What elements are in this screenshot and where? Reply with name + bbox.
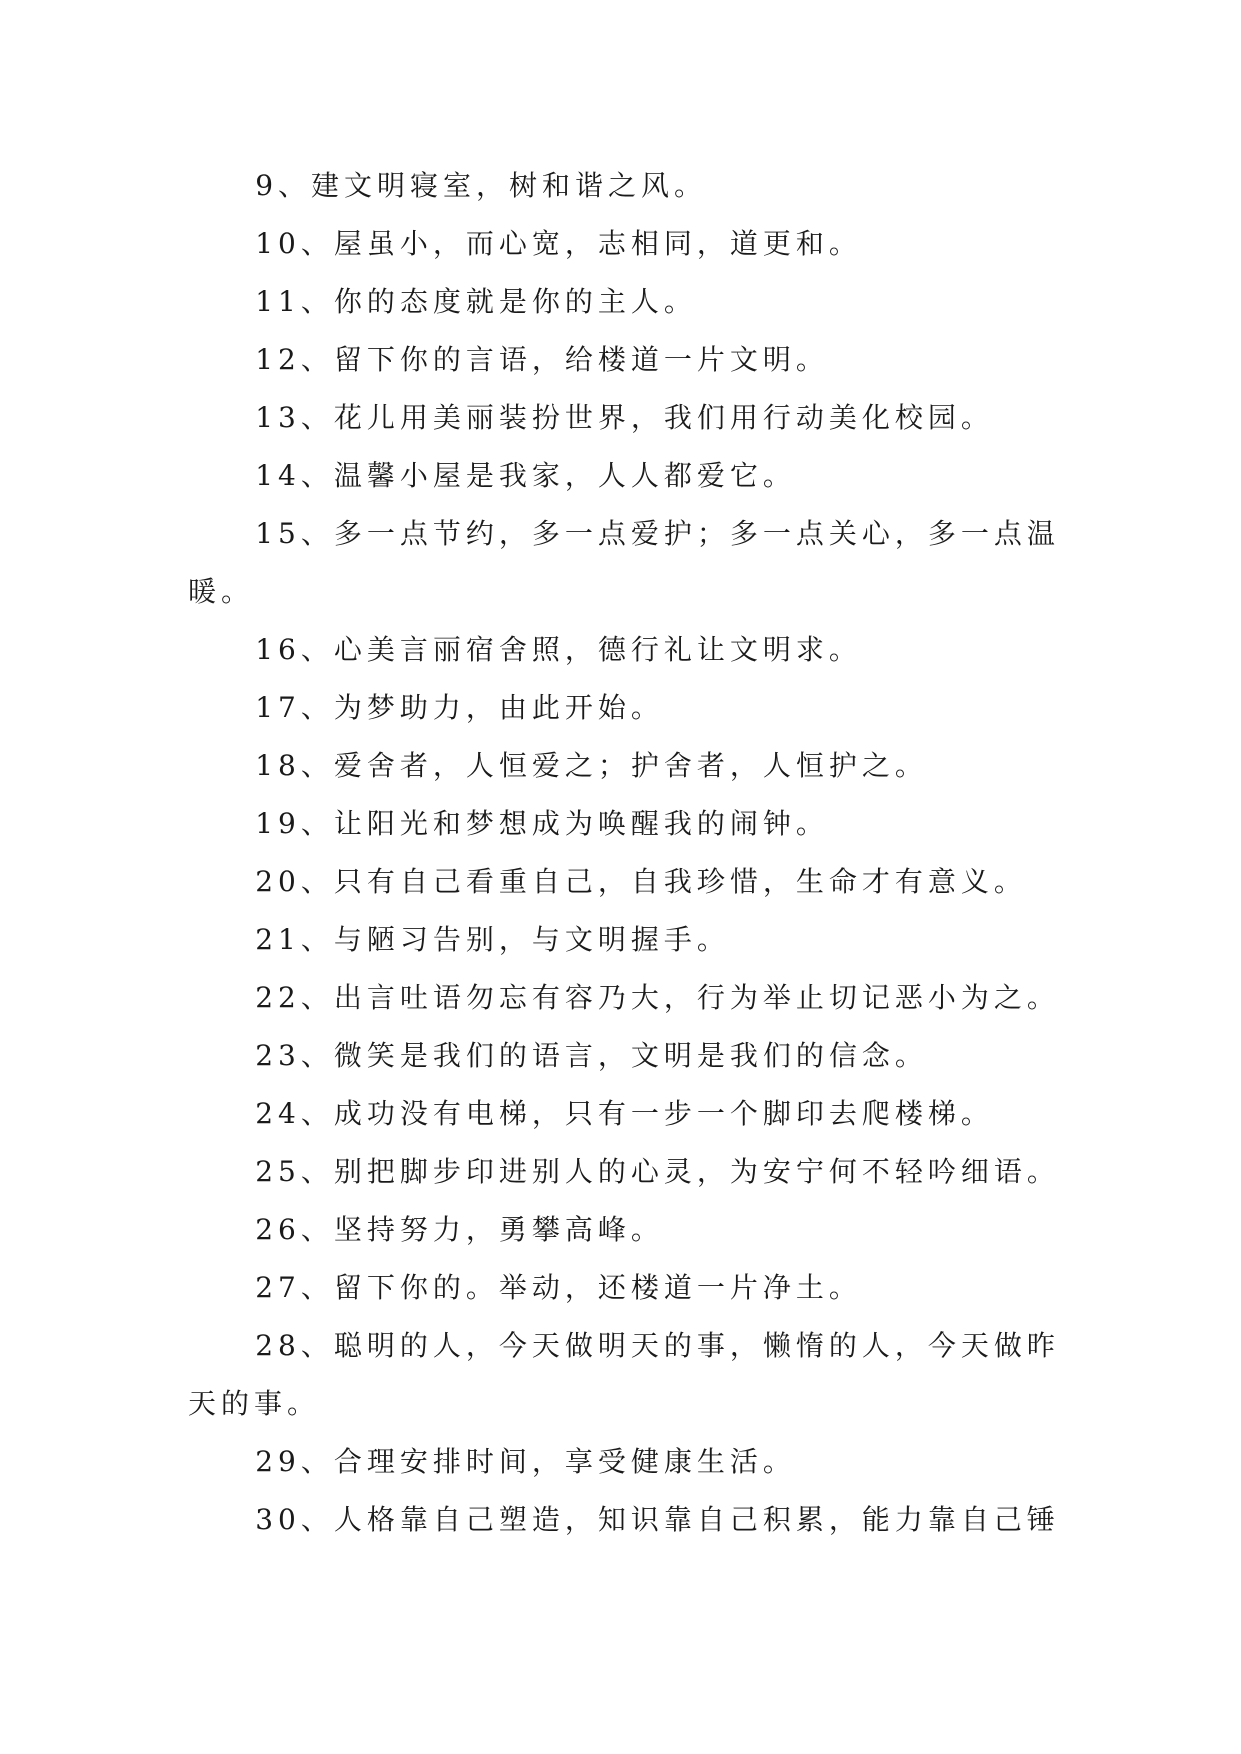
slogan-paragraph: 29、合理安排时间，享受健康生活。 <box>255 1445 796 1478</box>
slogan-paragraph: 14、温馨小屋是我家，人人都爱它。 <box>255 459 796 492</box>
slogan-paragraph: 23、微笑是我们的语言，文明是我们的信念。 <box>255 1039 928 1072</box>
slogan-paragraph: 26、坚持努力，勇攀高峰。 <box>255 1213 664 1246</box>
slogan-paragraph: 20、只有自己看重自己，自我珍惜，生命才有意义。 <box>255 865 1027 898</box>
slogan-list <box>188 157 1068 1549</box>
slogan-paragraph: 22、出言吐语勿忘有容乃大，行为举止切记恶小为之。 <box>255 981 1060 1014</box>
slogan-paragraph: 16、心美言丽宿舍照，德行礼让文明求。 <box>255 633 862 666</box>
slogan-paragraph: 12、留下你的言语，给楼道一片文明。 <box>255 343 829 376</box>
slogan-paragraph: 19、让阳光和梦想成为唤醒我的闹钟。 <box>255 807 829 840</box>
slogan-paragraph: 10、屋虽小，而心宽，志相同，道更和。 <box>255 227 862 260</box>
slogan-paragraph: 25、别把脚步印进别人的心灵，为安宁何不轻吟细语。 <box>255 1155 1060 1188</box>
slogan-paragraph: 24、成功没有电梯，只有一步一个脚印去爬楼梯。 <box>255 1097 994 1130</box>
slogan-paragraph: 11、你的态度就是你的主人。 <box>255 285 697 318</box>
slogan-paragraph: 17、为梦助力，由此开始。 <box>255 691 664 724</box>
slogan-paragraph: 30、人格靠自己塑造，知识靠自己积累，能力靠自己锤 <box>255 1503 1060 1536</box>
slogan-paragraph: 21、与陋习告别，与文明握手。 <box>255 923 730 956</box>
slogan-paragraph: 18、爱舍者，人恒爱之；护舍者，人恒护之。 <box>255 749 928 782</box>
slogan-paragraph: 9、建文明寝室，树和谐之风。 <box>255 169 708 202</box>
slogan-paragraph: 28、聪明的人，今天做明天的事，懒惰的人，今天做昨天的事。 <box>188 1329 1060 1420</box>
slogan-paragraph: 27、留下你的。举动，还楼道一片净土。 <box>255 1271 862 1304</box>
slogan-paragraph: 13、花儿用美丽装扮世界，我们用行动美化校园。 <box>255 401 994 434</box>
slogan-paragraph: 15、多一点节约，多一点爱护；多一点关心，多一点温暖。 <box>188 517 1060 608</box>
